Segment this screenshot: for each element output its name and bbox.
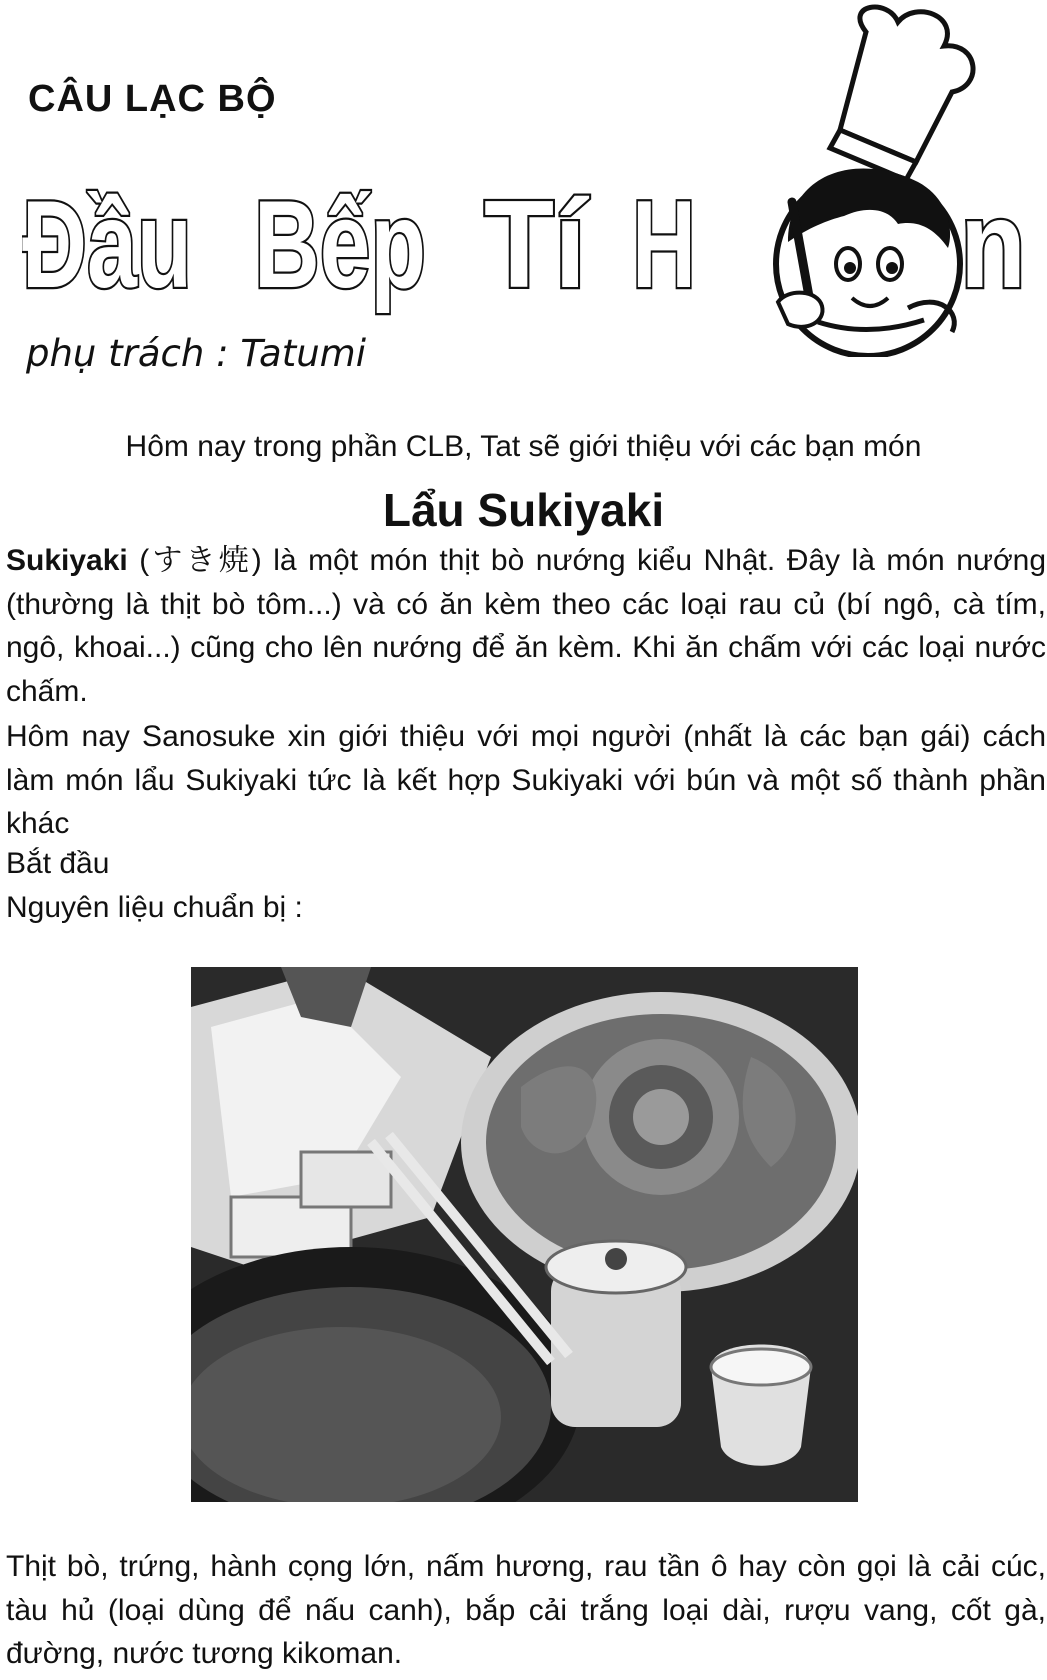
paragraph-intro-recipe: [6, 715, 1046, 846]
title-word-5: n: [960, 176, 1026, 314]
title-word-2: Bếp: [254, 176, 426, 314]
title-word-1: Đầu: [22, 176, 192, 314]
title-word-4: H: [632, 176, 696, 314]
sukiyaki-photo-icon: [191, 967, 858, 1502]
paragraph-description: [6, 539, 1046, 713]
ingredients-list-text: Thịt bò, trứng, hành cọng lớn, nấm hương, rau tần ô hay còn gọi là cải cúc, tàu hủ (loại dùng để nấu canh), bắp cải trắng loại dài, rượu vang, cốt gà, đường, nước tương kikoman.: [6, 1550, 1046, 1671]
paragraph-intro-recipe-text: Hôm nay Sanosuke xin giới thiệu với mọi người (nhất là các bạn gái) cách làm món lẩu Sukiyaki tức là kết hợp Sukiyaki với bún và một số thành phần khác: [6, 720, 1046, 841]
paragraph-description-text: (すき焼) là một món thịt bò nướng kiểu Nhật. Đây là món nướng (thường là thịt bò tôm...) và có ăn kèm theo các loại rau củ (bí ngô, cà tím, ngô, khoai...) cũng cho lên nướng để ăn kèm. Khi ăn chấm với các loại nước chấm.: [6, 544, 1046, 708]
sukiyaki-keyword: Sukiyaki: [6, 544, 128, 577]
ingredients-label: Nguyên liệu chuẩn bị :: [6, 891, 303, 924]
start-label: Bắt đầu: [6, 847, 110, 880]
intro-line: Hôm nay trong phần CLB, Tat sẽ giới thiệu với các bạn món: [125, 430, 922, 463]
chef-boy-icon: [748, 2, 1047, 357]
title-word-3: Tí: [484, 176, 590, 314]
ingredients-list: [6, 1545, 1046, 1676]
club-label: CÂU LẠC BỘ: [28, 78, 277, 120]
author-credit: phụ trách : Tatumi: [26, 332, 366, 375]
dish-title: Lẩu Sukiyaki: [382, 484, 665, 536]
